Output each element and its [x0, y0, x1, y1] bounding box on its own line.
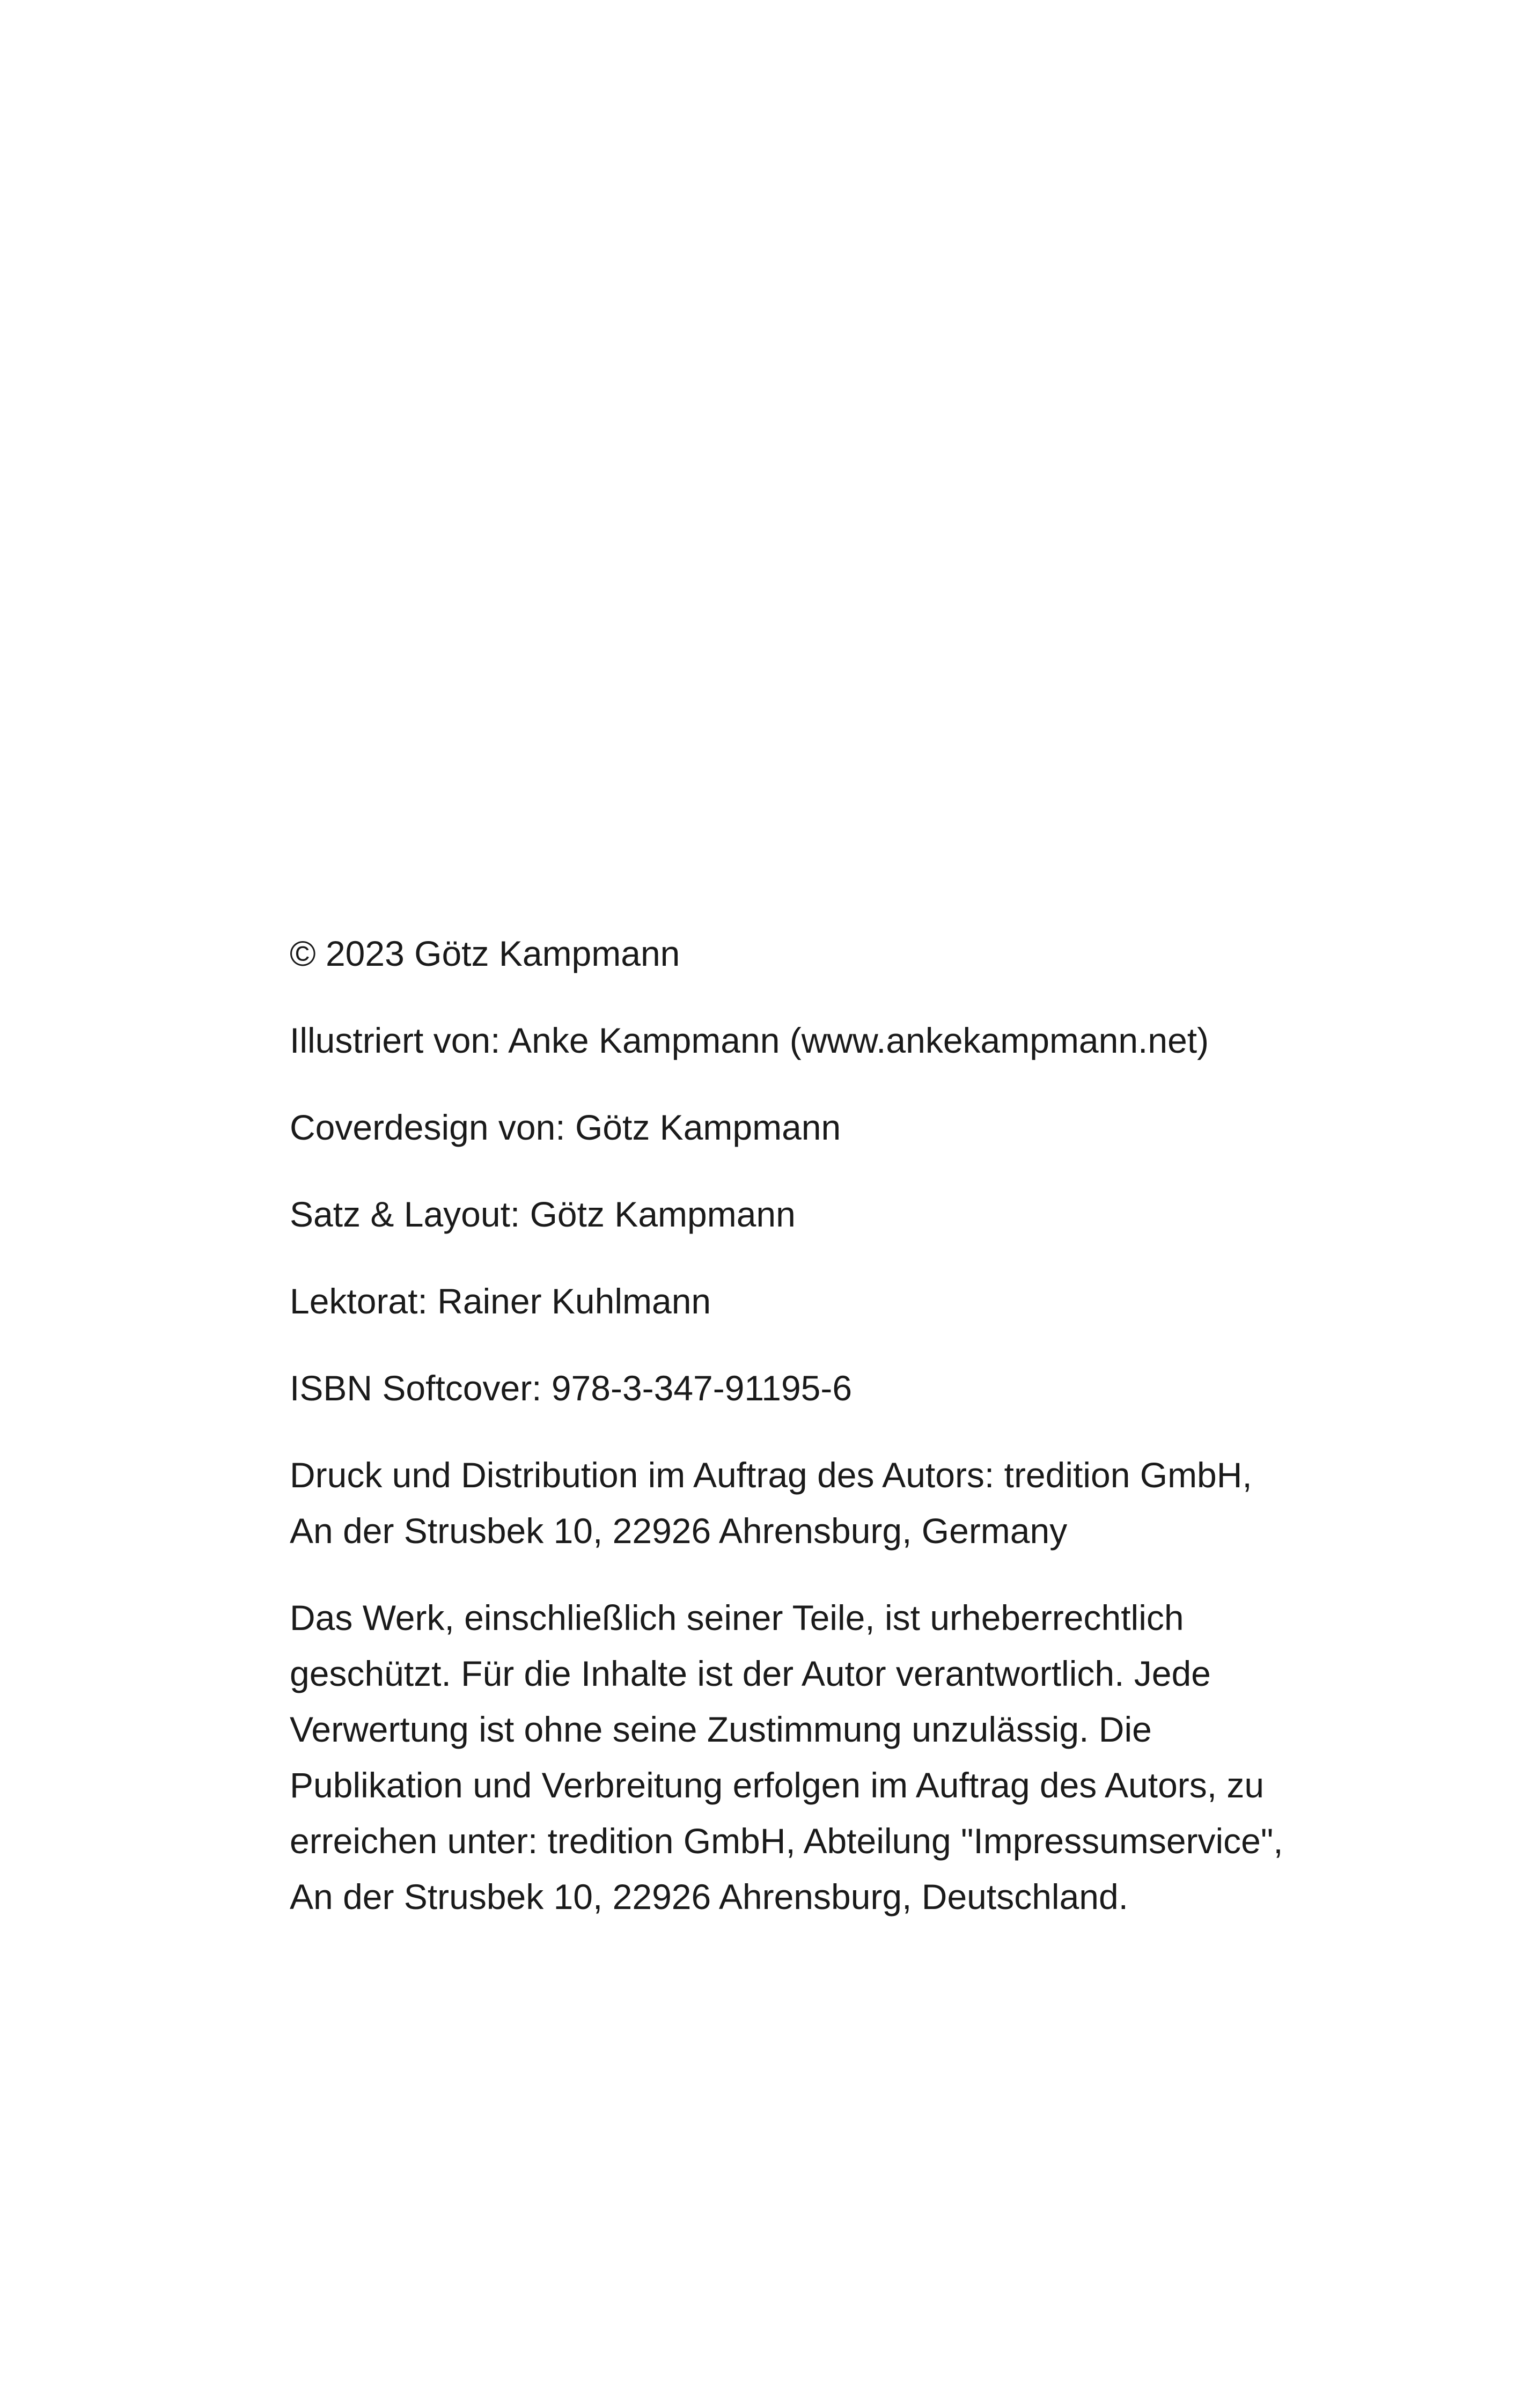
imprint-block — [290, 926, 1320, 1925]
typesetting-credit: Satz & Layout: Götz Kampmann — [290, 1194, 796, 1234]
rights-notice: Das Werk, einschließlich seiner Teile, ist urheberrechtlich geschützt. Für die Inhalte ist der Autor verantwortlich. Jede Verwertung ist ohne seine Zustimmung unzulässig. Die Publikation und Verbreitung erfolgen im Auftrag des Autors, zu erreichen unter: tredition GmbH, Abteilung "Impressumservice", An der Strusbek 10, 22926 Ahrensburg, Deutschland. — [290, 1598, 1283, 1917]
printing-distribution — [290, 1447, 1320, 1559]
copyright-line: © 2023 Götz Kampmann — [290, 934, 680, 973]
editing-credit: Lektorat: Rainer Kuhlmann — [290, 1281, 711, 1321]
illustrator-credit: Illustriert von: Anke Kampmann (www.ankekampmann.net) — [290, 1021, 1209, 1060]
printing-distribution-line-2: An der Strusbek 10, 22926 Ahrensburg, Germany — [290, 1511, 1068, 1551]
printing-distribution-line-1: Druck und Distribution im Auftrag des Autors: tredition GmbH, — [290, 1455, 1252, 1495]
isbn-line: ISBN Softcover: 978-3-347-91195-6 — [290, 1368, 853, 1408]
cover-design-credit: Coverdesign von: Götz Kampmann — [290, 1107, 841, 1147]
